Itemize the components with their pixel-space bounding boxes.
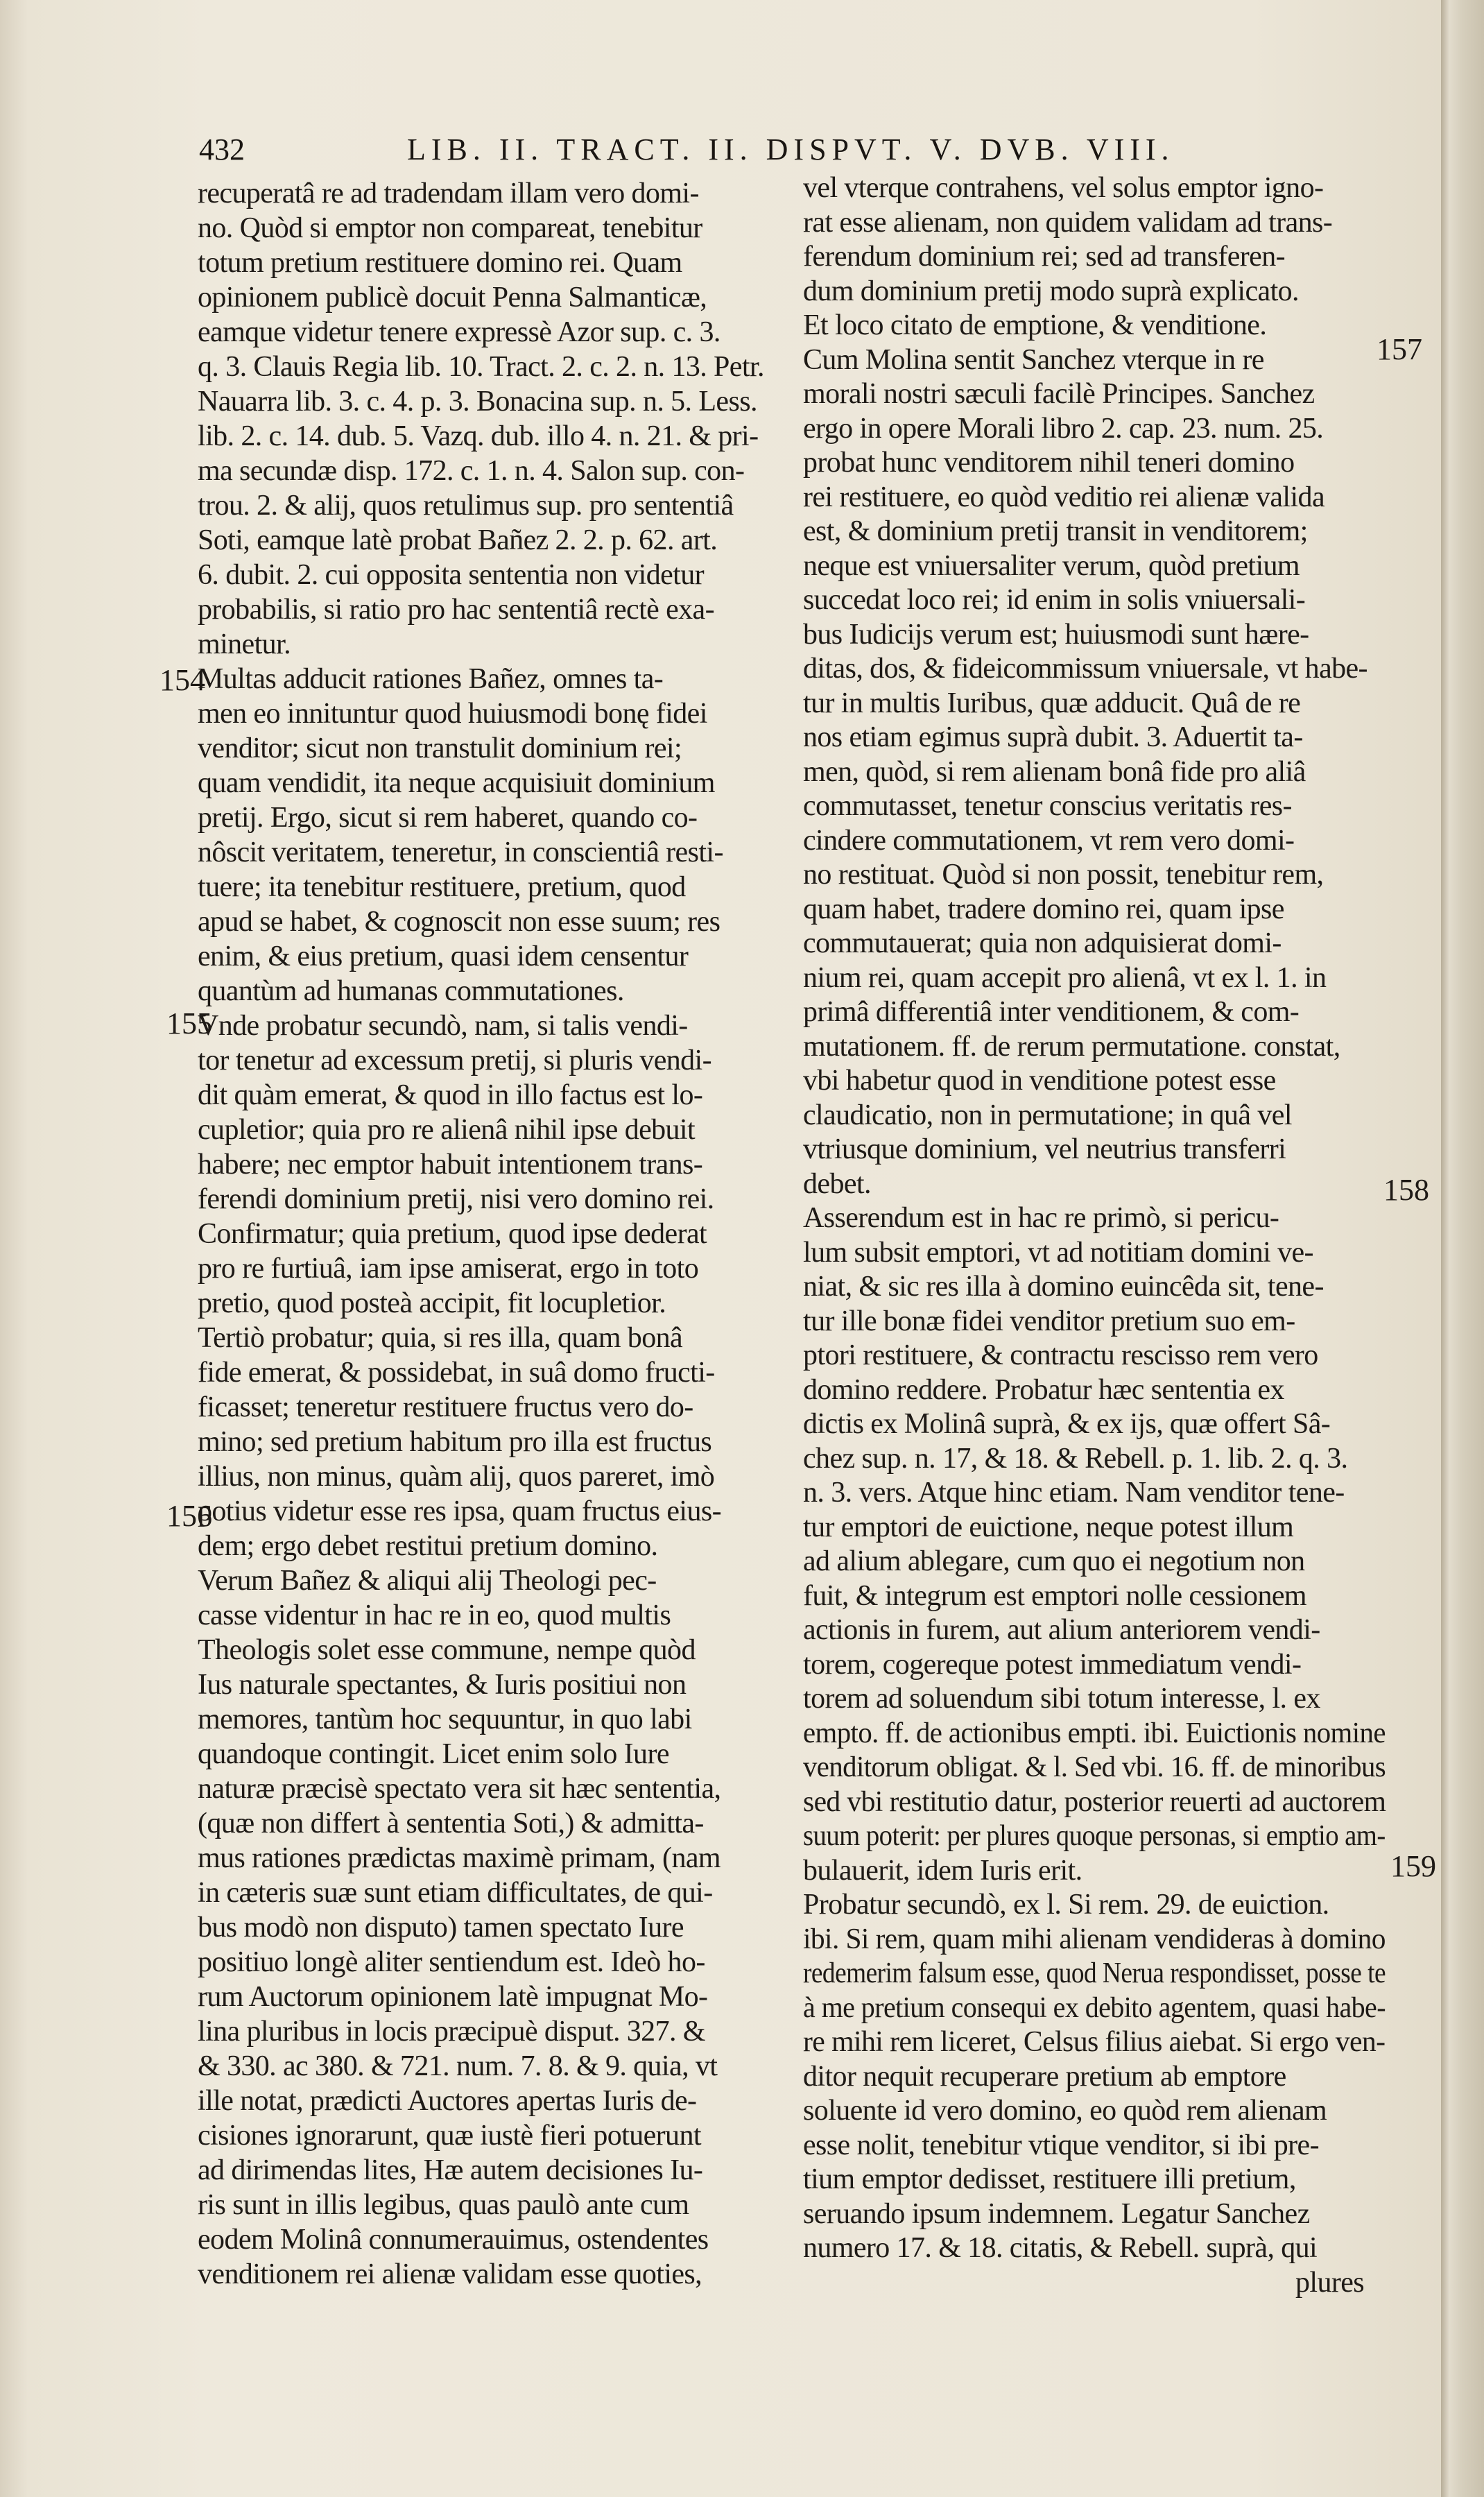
text-line: illius, non minus, quàm alij, quos pareret, imò	[198, 1461, 715, 1493]
text-line: tor tenetur ad excessum pretij, si pluris vendi-	[198, 1045, 712, 1076]
text-line: ditas, dos, & fideicommissum vniuersale, vt habe-	[803, 653, 1367, 685]
text-line: primâ differentiâ inter venditionem, & com-	[803, 996, 1300, 1028]
text-line: quantùm ad humanas commutationes.	[198, 975, 624, 1007]
text-line: casse videntur in hac re in eo, quod multis	[198, 1599, 671, 1631]
text-line: est, & dominium pretij transit in venditorem;	[803, 515, 1308, 547]
marginal-number: 157	[1377, 332, 1422, 366]
text-line: no. Quòd si emptor non compareat, tenebitur	[198, 212, 702, 244]
text-line: nos etiam egimus suprà dubit. 3. Aduertit ta-	[803, 721, 1303, 753]
text-line: sed vbi restitutio datur, posterior reuerti ad auctorem	[803, 1785, 1386, 1818]
text-line: debet.	[803, 1167, 871, 1200]
text-line: probat hunc venditorem nihil teneri domino	[803, 447, 1295, 479]
text-line: seruando ipsum indemnem. Legatur Sanchez	[803, 2197, 1310, 2230]
text-line: cisiones ignorarunt, quæ iustè fieri potuerunt	[198, 2120, 701, 2152]
marginal-number: 159	[1390, 1849, 1436, 1883]
text-line: ficasset; teneretur restituere fructus vero do-	[198, 1391, 693, 1423]
text-line: tur emptori de euictione, neque potest illum	[803, 1511, 1294, 1543]
text-line: opinionem publicè docuit Penna Salmanticæ,	[198, 282, 707, 314]
text-line: 6. dubit. 2. cui opposita sententia non videtur	[198, 559, 705, 591]
text-line: ferendum dominium rei; sed ad transferen-	[803, 241, 1285, 273]
text-line: nium rei, quam accepit pro alienâ, vt ex l. 1. in	[803, 961, 1327, 994]
text-line: ibi. Si rem, quam mihi alienam vendideras à domino	[803, 1923, 1386, 1955]
text-line: ma secundæ disp. 172. c. 1. n. 4. Salon sup. con-	[198, 455, 745, 487]
text-line: claudicatio, non in permutatione; in quâ vel	[803, 1099, 1292, 1131]
text-line: dem; ergo debet restitui pretium domino.	[198, 1530, 658, 1562]
marginal-number: 154	[159, 663, 205, 697]
text-line: quam habet, tradere domino rei, quam ipse	[803, 893, 1284, 925]
text-line: venditorum obligat. & l. Sed vbi. 16. ff. de minoribus	[803, 1751, 1386, 1783]
text-line: in cæteris suæ sunt etiam difficultates, de qui-	[198, 1877, 713, 1909]
text-line: lum subsit emptori, vt ad notitiam domini ve-	[803, 1236, 1313, 1269]
text-line: ris sunt in illis legibus, quas paulò ante cum	[198, 2189, 689, 2221]
text-line: eamque videtur tenere expressè Azor sup. c. 3.	[198, 316, 721, 348]
text-line: Asserendum est in hac re primò, si pericu-	[803, 1202, 1279, 1234]
text-line: torem, cogereque potest immediatum vendi-	[803, 1648, 1302, 1681]
text-line: ad alium ablegare, cum quo ei negotium non	[803, 1545, 1305, 1577]
running-head: LIB. II. TRACT. II. DISPVT. V. DVB. VIII.	[407, 132, 1175, 166]
text-line: n. 3. vers. Atque hinc etiam. Nam venditor tene-	[803, 1477, 1345, 1509]
text-line: Confirmatur; quia pretium, quod ipse dederat	[198, 1218, 707, 1250]
text-line: & 330. ac 380. & 721. num. 7. 8. & 9. quia, vt	[198, 2050, 718, 2082]
text-line: pretij. Ergo, sicut si rem haberet, quando co-	[198, 802, 698, 834]
text-line: cindere commutationem, vt rem vero domi-	[803, 824, 1295, 857]
page-header	[199, 132, 1184, 168]
text-line: cupletior; quia pro re alienâ nihil ipse debuit	[198, 1114, 696, 1146]
text-line: Nauarra lib. 3. c. 4. p. 3. Bonacina sup. n. 5. Less.	[198, 386, 757, 418]
text-line: Cum Molina sentit Sanchez vterque in re	[803, 343, 1264, 376]
text-line: neque est vniuersaliter verum, quòd pretium	[803, 549, 1300, 582]
text-line: quandoque contingit. Licet enim solo Iure	[198, 1738, 669, 1770]
text-line: vbi habetur quod in venditione potest esse	[803, 1065, 1276, 1097]
text-line: commutauerat; quia non adquisierat domi-	[803, 927, 1282, 959]
text-line: mino; sed pretium habitum pro illa est fructus	[198, 1426, 712, 1458]
marginal-number: 156	[166, 1499, 212, 1533]
text-line: re mihi rem liceret, Celsus filius aiebat. Si ergo ven-	[803, 2026, 1386, 2058]
text-line: ad dirimendas lites, Hæ autem decisiones Iu-	[198, 2154, 703, 2186]
text-line: vtriusque dominium, vel neutrius transferri	[803, 1133, 1286, 1165]
text-line: ille notat, prædicti Auctores apertas Iuris de-	[198, 2085, 697, 2117]
text-line: mutationem. ff. de rerum permutatione. constat,	[803, 1030, 1340, 1063]
text-line: potius videtur esse res ipsa, quam fructus eius-	[198, 1495, 722, 1527]
text-line: bus modò non disputo) tamen spectato Iure	[198, 1912, 684, 1943]
text-line: dit quàm emerat, & quod in illo factus est lo-	[198, 1079, 703, 1111]
text-line: apud se habet, & cognoscit non esse suum; res	[198, 906, 721, 938]
text-line: Theologis solet esse commune, nempe quòd	[198, 1634, 696, 1666]
text-line: ptori restituere, & contractu rescisso rem vero	[803, 1339, 1318, 1371]
text-line: Probatur secundò, ex l. Si rem. 29. de euiction.	[803, 1889, 1329, 1921]
text-line: morali nostri sæculi facilè Principes. Sanchez	[803, 378, 1315, 410]
text-line: suum poterit: per plures quoque personas, si emptio am-	[803, 1820, 1386, 1852]
text-line: Et loco citato de emptione, & venditione.	[803, 309, 1267, 341]
text-line: Verum Bañez & aliqui alij Theologi pec-	[198, 1565, 657, 1597]
text-line: quam vendidit, ita neque acquisiuit dominium	[198, 767, 715, 799]
text-line: tur ille bonæ fidei venditor pretium suo em-	[803, 1305, 1295, 1337]
text-line: recuperatâ re ad tradendam illam vero domi-	[198, 178, 699, 209]
text-line: Multas adducit rationes Bañez, omnes ta-	[198, 663, 664, 695]
text-line: probabilis, si ratio pro hac sententiâ rectè exa-	[198, 594, 714, 626]
text-line: dum dominium pretij modo suprà explicato.	[803, 275, 1299, 307]
text-line: pro re furtiuâ, iam ipse amiserat, ergo in toto	[198, 1253, 699, 1285]
marginal-number: 155	[166, 1006, 212, 1040]
text-line: rum Auctorum opinionem latè impugnat Mo-	[198, 1981, 708, 2013]
text-line: fuit, & integrum est emptori nolle cessionem	[803, 1579, 1306, 1612]
text-line: enim, & eius pretium, quasi idem censentur	[198, 941, 689, 972]
text-line: bulauerit, idem Iuris erit.	[803, 1854, 1082, 1887]
text-line: ferendi dominium pretij, nisi vero domino rei.	[198, 1183, 714, 1215]
text-line: Tertiò probatur; quia, si res illa, quam bonâ	[198, 1322, 683, 1354]
text-line: succedat loco rei; id enim in solis vniuersali-	[803, 584, 1306, 616]
text-line: domino reddere. Probatur hæc sententia ex	[803, 1373, 1284, 1406]
text-line: bus Iudicijs verum est; huiusmodi sunt hære-	[803, 618, 1309, 651]
text-line: chez sup. n. 17, & 18. & Rebell. p. 1. lib. 2. q. 3.	[803, 1442, 1348, 1475]
book-gutter	[1441, 0, 1484, 2497]
text-line: lib. 2. c. 14. dub. 5. Vazq. dub. illo 4. n. 21. & pri-	[198, 420, 759, 452]
text-line: trou. 2. & alij, quos retulimus sup. pro sententiâ	[198, 490, 734, 522]
text-line: tur in multis Iuribus, quæ adducit. Quâ de re	[803, 687, 1301, 719]
text-line: Soti, eamque latè probat Bañez 2. 2. p. 62. art.	[198, 524, 718, 556]
text-line: naturæ præcisè spectato vera sit hæc sententia,	[198, 1773, 721, 1805]
text-line: à me pretium consequi ex debito agentem, quasi habe-	[803, 1991, 1386, 2024]
text-line: esse nolit, tenebitur vtique venditor, si ibi pre-	[803, 2129, 1319, 2161]
text-line: men, quòd, si rem alienam bonâ fide pro aliâ	[803, 755, 1306, 788]
text-line: redemerim falsum esse, quod Nerua respondisset, posse te	[803, 1957, 1386, 1989]
text-line: totum pretium restituere domino rei. Quam	[198, 247, 682, 279]
text-line: q. 3. Clauis Regia lib. 10. Tract. 2. c. 2. n. 13. Petr.	[198, 351, 764, 383]
text-line: dictis ex Molinâ suprà, & ex ijs, quæ offert Sâ-	[803, 1408, 1331, 1440]
text-line: eodem Molinâ connumerauimus, ostendentes	[198, 2224, 709, 2256]
text-line: pretio, quod posteà accipit, fit locupletior.	[198, 1287, 666, 1319]
text-line: Ius naturale spectantes, & Iuris positiui non	[198, 1669, 687, 1701]
page-number: 432	[199, 132, 245, 166]
text-line: lina pluribus in locis præcipuè disput. 327. &	[198, 2016, 705, 2048]
text-line: Vnde probatur secundò, nam, si talis vendi-	[198, 1010, 688, 1042]
text-line: habere; nec emptor habuit intentionem trans-	[198, 1149, 703, 1181]
text-line: rat esse alienam, non quidem validam ad trans-	[803, 206, 1333, 239]
text-line: ergo in opere Morali libro 2. cap. 23. num. 25.	[803, 412, 1324, 445]
text-line: positiuo longè aliter sentiendum est. Ideò ho-	[198, 1946, 705, 1978]
catchword: plures	[1295, 2266, 1365, 2299]
text-line: venditor; sicut non transtulit dominium rei;	[198, 732, 682, 764]
text-line: torem ad soluendum sibi totum interesse, l. ex	[803, 1683, 1320, 1715]
text-line: tuere; ita tenebitur restituere, pretium, quod	[198, 871, 686, 903]
text-line: tium emptor dedisset, restituere illi pretium,	[803, 2163, 1296, 2195]
text-line: mus rationes prædictas maximè primam, (nam	[198, 1842, 721, 1874]
text-line: minetur.	[198, 628, 291, 660]
text-line: commutasset, tenetur conscius veritatis res-	[803, 790, 1292, 822]
text-line: soluente id vero domino, eo quòd rem alienam	[803, 2095, 1327, 2127]
text-line: (quæ non differt à sententia Soti,) & admitta-	[198, 1808, 704, 1839]
text-line: numero 17. & 18. citatis, & Rebell. suprà, qui	[803, 2232, 1318, 2264]
text-line: nôscit veritatem, teneretur, in conscientiâ resti-	[198, 836, 723, 868]
text-line: empto. ff. de actionibus empti. ibi. Euictionis nomine	[803, 1717, 1386, 1749]
text-line: ditor nequit recuperare pretium ab emptore	[803, 2060, 1286, 2093]
text-line: rei restituere, eo quòd veditio rei alienæ valida	[803, 481, 1325, 513]
text-line: actionis in furem, aut alium anteriorem vendi-	[803, 1614, 1320, 1646]
text-line: vel vterque contrahens, vel solus emptor igno-	[803, 172, 1324, 204]
text-line: no restituat. Quòd si non possit, tenebitur rem,	[803, 859, 1324, 891]
text-line: venditionem rei alienæ validam esse quoties,	[198, 2258, 702, 2290]
text-line: memores, tantùm hoc sequuntur, in quo labi	[198, 1704, 692, 1735]
text-line: men eo innituntur quod huiusmodi bonę fidei	[198, 698, 707, 730]
marginal-number: 158	[1383, 1173, 1429, 1207]
text-line: niat, & sic res illa à domino euincêda sit, tene-	[803, 1271, 1324, 1303]
text-line: fide emerat, & possidebat, in suâ domo fructi-	[198, 1357, 715, 1389]
